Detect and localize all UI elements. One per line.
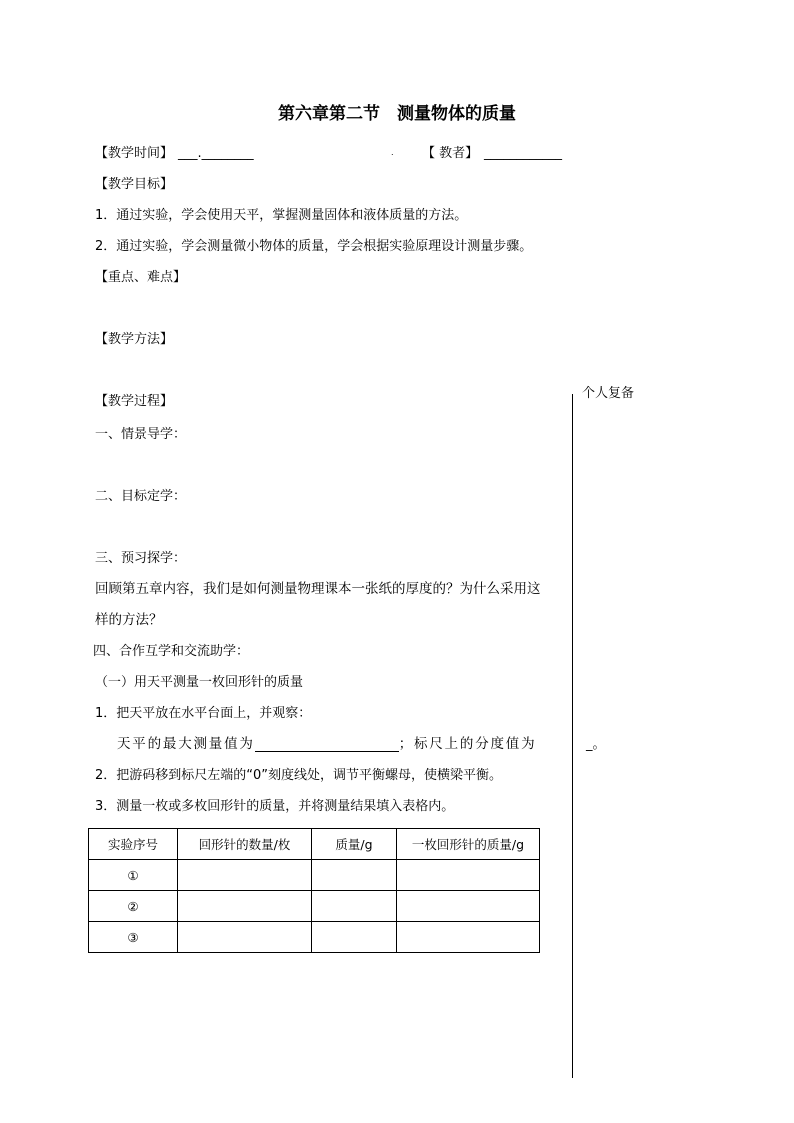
teaching-time-label: 【教学时间】 <box>95 146 174 161</box>
method-heading: 【教学方法】 <box>95 332 174 347</box>
teaching-time-value: ___.________ <box>178 146 254 161</box>
header-mass: 质量/g <box>312 829 397 860</box>
section-1: 一、情景导学： <box>95 427 187 442</box>
header-clip-count: 回形针的数量/枚 <box>178 829 312 860</box>
teacher-label: 【 教者】 <box>422 146 479 161</box>
table-row <box>89 860 540 891</box>
question-line-2: 样的方法？ <box>95 612 163 628</box>
clip-count-cell[interactable] <box>178 922 312 953</box>
section-3: 三、预习探学： <box>95 551 187 566</box>
step-1-detail <box>117 738 536 752</box>
step-1-tail: _。 <box>586 737 606 752</box>
table-header-row <box>89 829 540 860</box>
separator-dot: . <box>391 148 394 157</box>
single-clip-mass-cell[interactable] <box>397 922 540 953</box>
side-note-label: 个人复备 <box>582 386 635 401</box>
trial-number-cell: ② <box>89 891 178 922</box>
page-title: 第六章第二节 测量物体的质量 <box>278 104 516 124</box>
margin-divider <box>572 394 573 1078</box>
step-1: 1．把天平放在水平台面上，并观察： <box>95 706 312 721</box>
goal-item-2: 2．通过实验，学会测量微小物体的质量，学会根据实验原理设计测量步骤。 <box>95 239 533 254</box>
section-4: 四、合作互学和交流助学： <box>93 644 250 659</box>
subsection-1: （一）用天平测量一枚回形针的质量 <box>95 675 304 690</box>
mass-cell[interactable] <box>312 891 397 922</box>
step-2: 2．把游码移到标尺左端的“0”刻度线处，调节平衡螺母，使横梁平衡。 <box>95 768 503 783</box>
process-heading: 【教学过程】 <box>95 394 174 409</box>
scale-division-label: ；标尺上的分度值为 <box>398 736 537 752</box>
goals-heading: 【教学目标】 <box>95 177 174 192</box>
question-line-1: 回顾第五章内容，我们是如何测量物理课本一张纸的厚度的？为什么采用这 <box>95 581 541 597</box>
max-capacity-blank <box>255 739 399 752</box>
single-clip-mass-cell[interactable] <box>397 891 540 922</box>
section-2: 二、目标定学： <box>95 489 187 504</box>
results-table <box>88 828 540 953</box>
table-row <box>89 922 540 953</box>
step-3: 3．测量一枚或多枚回形针的质量，并将测量结果填入表格内。 <box>95 799 455 814</box>
mass-cell[interactable] <box>312 860 397 891</box>
key-points-heading: 【重点、难点】 <box>95 270 187 285</box>
clip-count-cell[interactable] <box>178 891 312 922</box>
table-row <box>89 891 540 922</box>
trial-number-cell: ③ <box>89 922 178 953</box>
mass-cell[interactable] <box>312 922 397 953</box>
single-clip-mass-cell[interactable] <box>397 860 540 891</box>
clip-count-cell[interactable] <box>178 860 312 891</box>
max-capacity-label: 天平的最大测量值为 <box>117 736 255 752</box>
teacher-value: ____________ <box>484 146 562 161</box>
header-single-clip-mass: 一枚回形针的质量/g <box>397 829 540 860</box>
trial-number-cell: ① <box>89 860 178 891</box>
goal-item-1: 1．通过实验，学会使用天平，掌握测量固体和液体质量的方法。 <box>95 208 468 223</box>
header-trial-number: 实验序号 <box>89 829 178 860</box>
